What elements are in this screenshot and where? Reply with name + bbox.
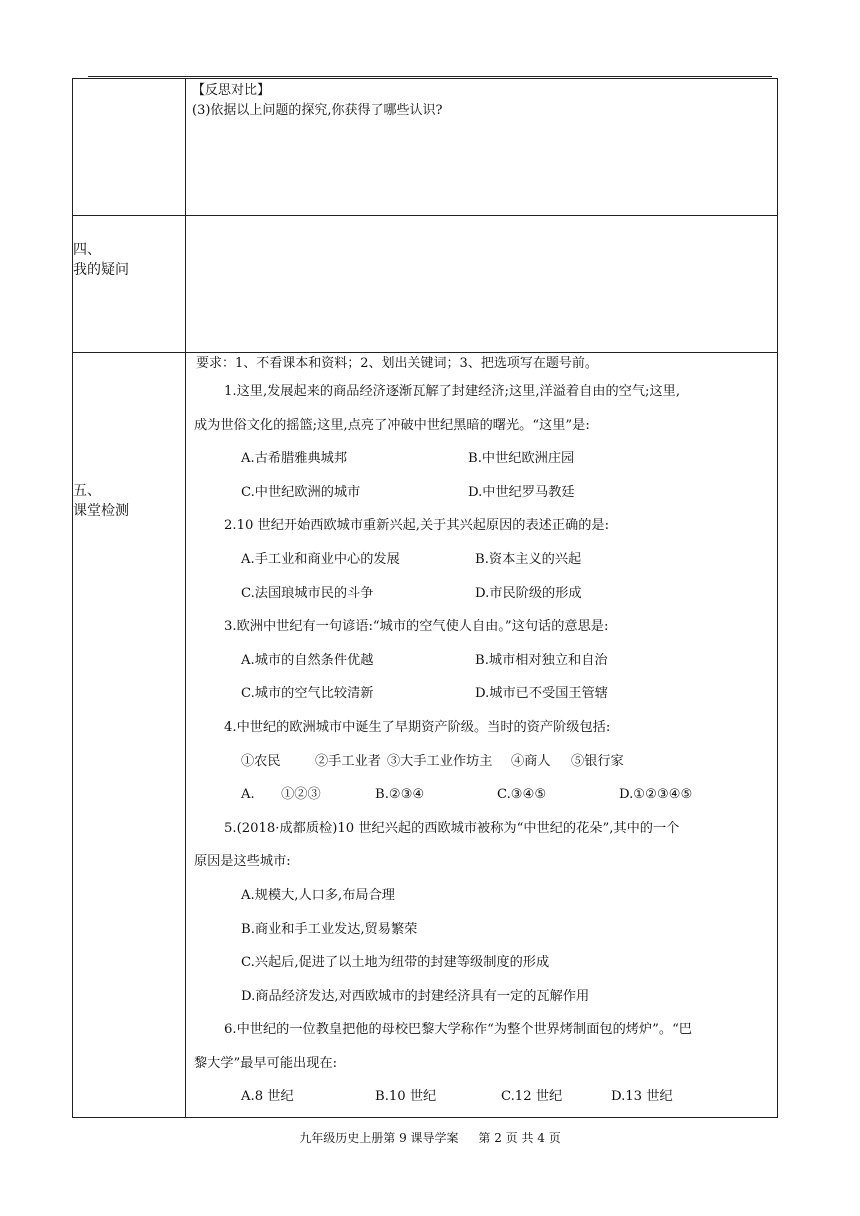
q6-option-c[interactable]: C.12 世纪 (501, 1089, 563, 1105)
test-row (73, 353, 778, 1118)
q4-option-d[interactable]: D.①②③④⑤ (619, 787, 693, 803)
q6-option-a[interactable]: A.8 世纪 (241, 1089, 294, 1105)
section-five-title: 课堂检测 (73, 503, 129, 519)
q1-stem-line2: 成为世俗文化的摇篮;这里,点亮了冲破中世纪黑暗的曙光。“这里”是: (194, 417, 590, 433)
footer-doc-title: 九年级历史上册第 9 课导学案 (299, 1131, 459, 1145)
q5-stem-line1: 5.(2018·成都质检)10 世纪兴起的西欧城市被称为“中世纪的花朵”,其中的一个 (224, 820, 680, 836)
q3-option-a[interactable]: A.城市的自然条件优越 (241, 652, 374, 668)
q4-item-1: ①农民 (241, 753, 281, 769)
reflection-heading: 【反思对比】 (192, 83, 271, 98)
q1-stem-line1: 1.这里,发展起来的商品经济逐渐瓦解了封建经济;这里,洋溢着自由的空气;这里, (224, 384, 681, 399)
section-five-label (73, 353, 186, 1118)
q3-option-c[interactable]: C.城市的空气比较清新 (241, 686, 374, 702)
q4-option-b[interactable]: B.②③④ (375, 787, 425, 803)
q4-option-a[interactable]: A. ①②③ (241, 787, 321, 803)
q1-option-c[interactable]: C.中世纪欧洲的城市 (241, 484, 361, 500)
section-five-number: 五、 (73, 483, 101, 499)
q3-option-b[interactable]: B.城市相对独立和自治 (475, 652, 608, 668)
reflection-row (73, 79, 778, 216)
q3-options-cd (194, 677, 769, 711)
section-four-title: 我的疑问 (73, 262, 129, 278)
q5-option-b[interactable]: B.商业和手工业发达,贸易繁荣 (241, 921, 418, 937)
q2-option-d[interactable]: D.市民阶级的形成 (475, 585, 582, 601)
page-footer (0, 1129, 860, 1147)
q2-option-c[interactable]: C.法国琅城市民的斗争 (241, 585, 374, 601)
q1-options-ab (194, 442, 769, 476)
q1-option-a[interactable]: A.古希腊雅典城邦 (241, 451, 348, 467)
q5-option-c[interactable]: C.兴起后,促进了以土地为纽带的封建等级制度的形成 (241, 955, 550, 971)
questions-row (73, 216, 778, 353)
q4-item-3: ③大手工业作坊主 (387, 753, 493, 769)
q1-options-cd (194, 476, 769, 510)
q6-option-d[interactable]: D.13 世纪 (611, 1089, 673, 1105)
q4-items (194, 745, 769, 779)
q6-option-b[interactable]: B.10 世纪 (375, 1089, 437, 1105)
q2-stem: 2.10 世纪开始西欧城市重新兴起,关于其兴起原因的表述正确的是: (224, 518, 610, 534)
reflection-cell (186, 79, 778, 216)
q4-stem: 4.中世纪的欧洲城市中诞生了早期资产阶级。当时的资产阶级包括: (224, 719, 611, 735)
q4-options (194, 778, 769, 812)
q3-option-d[interactable]: D.城市已不受国王管辖 (475, 686, 608, 702)
empty-label-cell (73, 79, 186, 216)
q4-option-c[interactable]: C.③④⑤ (497, 787, 547, 803)
q1-option-b[interactable]: B.中世纪欧洲庄园 (468, 451, 575, 467)
section-four-label (73, 216, 186, 353)
q5-option-d[interactable]: D.商品经济发达,对西欧城市的封建经济具有一定的瓦解作用 (241, 988, 590, 1004)
reflection-question: (3)依据以上问题的探究,你获得了哪些认识? (192, 103, 443, 118)
q6-stem-line1: 6.中世纪的一位教皇把他的母校巴黎大学称作“为整个世界烤制面包的烤炉”。“巴 (224, 1022, 692, 1038)
q2-option-a[interactable]: A.手工业和商业中心的发展 (241, 551, 400, 567)
header-rule (88, 76, 772, 77)
q5-option-a[interactable]: A.规模大,人口多,布局合理 (241, 887, 395, 903)
q4-item-2: ②手工业者 (315, 753, 381, 769)
test-cell (186, 353, 778, 1118)
q2-options-cd (194, 577, 769, 611)
section-four-number: 四、 (73, 242, 101, 258)
q1-option-d[interactable]: D.中世纪罗马教廷 (468, 484, 575, 500)
footer-page-number: 第 2 页 共 4 页 (478, 1131, 561, 1145)
q2-option-b[interactable]: B.资本主义的兴起 (475, 551, 582, 567)
q4-item-4: ④商人 (511, 753, 551, 769)
q5-stem-line2: 原因是这些城市: (194, 854, 291, 870)
q4-item-5: ⑤银行家 (571, 753, 624, 769)
q3-options-ab (194, 644, 769, 678)
requirement-text: 要求：1、不看课本和资料；2、划出关键词；3、把选项写在题号前。 (196, 356, 598, 371)
my-questions-cell[interactable] (186, 216, 778, 353)
q6-options (194, 1080, 769, 1114)
q6-stem-line2: 黎大学”最早可能出现在: (194, 1055, 338, 1071)
worksheet-table (72, 78, 778, 1118)
q2-options-ab (194, 543, 769, 577)
q3-stem: 3.欧洲中世纪有一句谚语:“城市的空气使人自由。”这句话的意思是: (224, 619, 609, 635)
